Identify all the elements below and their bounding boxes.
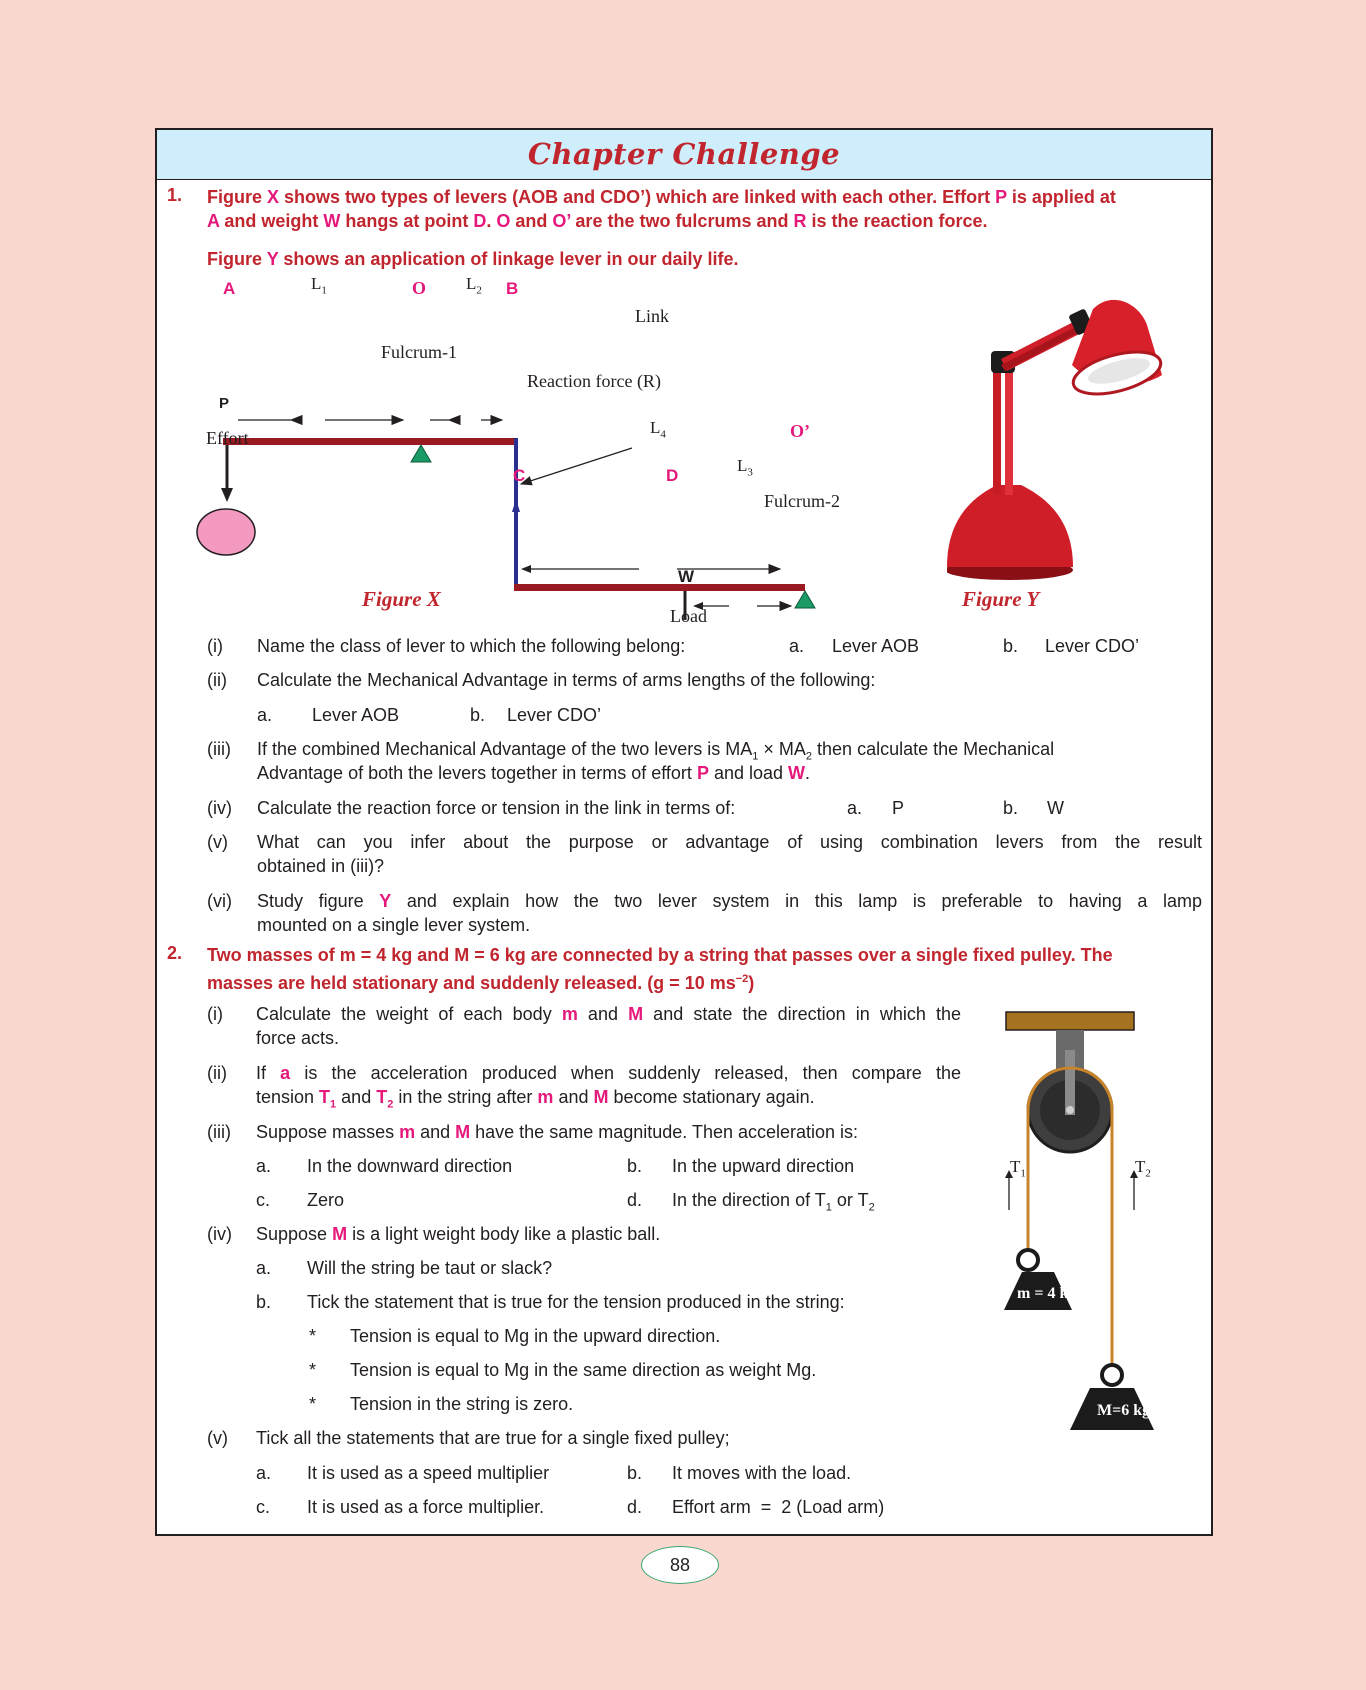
q1-i-text: Name the class of lever to which the following belong: — [257, 636, 686, 656]
q2-iii-num: (iii) — [207, 1122, 231, 1142]
q2-v-text: Tick all the statements that are true for a single fixed pulley; — [256, 1428, 730, 1448]
chapter-challenge-header — [157, 130, 1211, 180]
q1-iv-b-num: b. — [1003, 798, 1019, 818]
q1-intro-line1: Figure X shows two types of levers (AOB and CDO’) which are linked with each other. Effort P is applied at — [207, 187, 1116, 207]
q1-ii-b-num: b. — [470, 705, 486, 725]
q1-iii-line2: Advantage of both the levers together in terms of effort P and load W. — [257, 763, 811, 783]
q2-iii-c: Zero — [307, 1190, 345, 1210]
q1-i-b-num: b. — [1003, 636, 1019, 656]
q1-ii-num: (ii) — [207, 670, 227, 690]
q1-intro2: Figure Y shows an application of linkage lever in our daily life. — [207, 249, 739, 269]
fulcrum-1-icon — [411, 445, 431, 462]
label-t1: $T_1$ — [1010, 1157, 1026, 1180]
q1-iv-a-num: a. — [847, 798, 863, 818]
link-rod — [514, 438, 518, 588]
link-pointer — [521, 448, 632, 484]
q1-ii-text: Calculate the Mechanical Advantage in terms of arms lengths of the following: — [257, 670, 876, 690]
q2-iii-text: Suppose masses m and M have the same magnitude. Then acceleration is: — [256, 1122, 859, 1142]
q2-iv-statement-3: Tension in the string is zero. — [350, 1394, 574, 1414]
label-p: P — [219, 395, 230, 412]
q2-iv-b: Tick the statement that is true for the tension produced in the string: — [307, 1292, 845, 1312]
q2-iv-star-1: * — [309, 1326, 317, 1346]
q1-vi-num: (vi) — [207, 891, 232, 911]
q2-v-a-num: a. — [256, 1463, 272, 1483]
q2-iii-c-num: c. — [256, 1190, 271, 1210]
q2-iii-b-num: b. — [627, 1156, 643, 1176]
q1-i-a: Lever AOB — [832, 636, 920, 656]
effort-ball — [197, 509, 255, 555]
label-load: Load — [670, 606, 707, 626]
q2-ii-line1: If a is the acceleration produced when suddenly released, then compare the — [256, 1063, 961, 1083]
q2-iii-a-num: a. — [256, 1156, 272, 1176]
q2-iv-b-num: b. — [256, 1292, 272, 1312]
reaction-arrowhead — [512, 499, 520, 512]
q1-iv-text: Calculate the reaction force or tension in the link in terms of: — [257, 798, 736, 818]
q2-iv-text: Suppose M is a light weight body like a plastic ball. — [256, 1224, 661, 1244]
q1-iii-line1: If the combined Mechanical Advantage of the two levers is $MA_1 \times MA_2$ then calculate the Mechanical — [257, 739, 1055, 763]
page-number: 88 — [641, 1546, 719, 1584]
q2-iii-b: In the upward direction — [672, 1156, 855, 1176]
label-l3: $L_3$ — [737, 456, 753, 479]
q2-i-line1: Calculate the weight of each body m and M and state the direction in which the — [256, 1004, 961, 1024]
q1-ii-a: Lever AOB — [312, 705, 400, 725]
q2-v-b: It moves with the load. — [672, 1463, 852, 1483]
q1-i-num: (i) — [207, 636, 223, 656]
label-mass-M: M=6 kg — [1097, 1402, 1151, 1419]
q2-iv-a: Will the string be taut or slack? — [307, 1258, 553, 1278]
figure-y-lamp — [947, 295, 1167, 595]
q2-iv-num: (iv) — [207, 1224, 232, 1244]
q2-v-num: (v) — [207, 1428, 228, 1448]
pulley-support-beam — [1006, 1012, 1134, 1030]
q1-vi-line1: Study figure Y and explain how the two lever system in this lamp is preferable to having a lamp — [257, 891, 1202, 911]
figure-y-caption: Figure Y — [962, 587, 1040, 611]
figure-x-caption: Figure X — [362, 587, 441, 611]
q1-number: 1. — [167, 185, 183, 205]
q1-iv-b: W — [1047, 798, 1064, 818]
label-l2: $L_2$ — [466, 274, 482, 297]
q2-iv-statement-2: Tension is equal to Mg in the same direction as weight Mg. — [350, 1360, 817, 1380]
q1-v-num: (v) — [207, 832, 228, 852]
label-fulcrum-1: Fulcrum-1 — [381, 342, 457, 362]
label-b: B — [506, 279, 519, 298]
q2-iv-star-3: * — [309, 1394, 317, 1414]
q2-line1: Two masses of m = 4 kg and M = 6 kg are connected by a string that passes over a single fixed pulley. The — [207, 945, 1113, 965]
q2-iv-statement-1: Tension is equal to Mg in the upward direction. — [350, 1326, 721, 1346]
q2-i-line2: force acts. — [256, 1028, 340, 1048]
label-l4: $L_4$ — [650, 418, 666, 441]
q2-ii-line2: tension $T_1$ and $T_2$ in the string after m and M become stationary again. — [256, 1087, 815, 1111]
q2-v-c-num: c. — [256, 1497, 271, 1517]
label-effort: Effort — [206, 428, 249, 448]
label-t2: $T_2$ — [1135, 1157, 1151, 1180]
label-w: W — [678, 567, 695, 586]
label-o: O — [412, 278, 427, 298]
q1-i-a-num: a. — [789, 636, 805, 656]
q1-v-line2: obtained in (iii)? — [257, 856, 385, 876]
lever-aob — [223, 438, 517, 445]
page-title: Chapter Challenge — [527, 137, 841, 171]
q1-ii-b: Lever CDO’ — [507, 705, 602, 725]
q2-ii-num: (ii) — [207, 1063, 227, 1083]
q1-iv-a: P — [892, 798, 905, 818]
figure-x-linkage-lever — [157, 270, 857, 620]
label-a: A — [223, 279, 236, 298]
label-d: D — [666, 466, 679, 485]
q2-iii-a: In the downward direction — [307, 1156, 513, 1176]
label-o-prime: O’ — [790, 421, 810, 441]
q1-iv-num: (iv) — [207, 798, 232, 818]
label-link: Link — [635, 306, 669, 326]
fulcrum-2-icon — [795, 591, 815, 608]
q2-iii-d: In the direction of $T_1$ or $T_2$ — [672, 1190, 875, 1214]
q1-vi-line2: mounted on a single lever system. — [257, 915, 531, 935]
chapter-challenge-box — [155, 128, 1213, 1536]
q2-iii-d-num: d. — [627, 1190, 643, 1210]
q1-i-b: Lever CDO’ — [1045, 636, 1140, 656]
q2-line2: masses are held stationary and suddenly released. (g = 10 $ms^{-2}$) — [207, 973, 755, 993]
q1-iii-num: (iii) — [207, 739, 231, 759]
effort-arrowhead — [221, 488, 233, 502]
q2-i-num: (i) — [207, 1004, 223, 1024]
q2-v-b-num: b. — [627, 1463, 643, 1483]
q2-v-c: It is used as a force multiplier. — [307, 1497, 545, 1517]
q2-v-d: Effort arm = 2 (Load arm) — [672, 1497, 885, 1517]
q1-ii-a-num: a. — [257, 705, 273, 725]
q2-v-a: It is used as a speed multiplier — [307, 1463, 550, 1483]
label-mass-m: m = 4 kg — [1017, 1285, 1077, 1302]
q2-iv-a-num: a. — [256, 1258, 272, 1278]
q2-v-d-num: d. — [627, 1497, 643, 1517]
q2-iv-star-2: * — [309, 1360, 317, 1380]
label-c: C — [513, 466, 526, 485]
label-fulcrum-2: Fulcrum-2 — [764, 491, 840, 511]
lever-cdo — [514, 584, 805, 591]
label-reaction-force: Reaction force (R) — [527, 371, 661, 391]
label-l1: $L_1$ — [311, 274, 327, 297]
q1-v-line1: What can you infer about the purpose or advantage of using combination levers from the result — [257, 832, 1202, 852]
q1-intro-line2: A and weight W hangs at point D. O and O’ are the two fulcrums and R is the reaction force. — [207, 211, 988, 231]
q2-number: 2. — [167, 943, 183, 963]
